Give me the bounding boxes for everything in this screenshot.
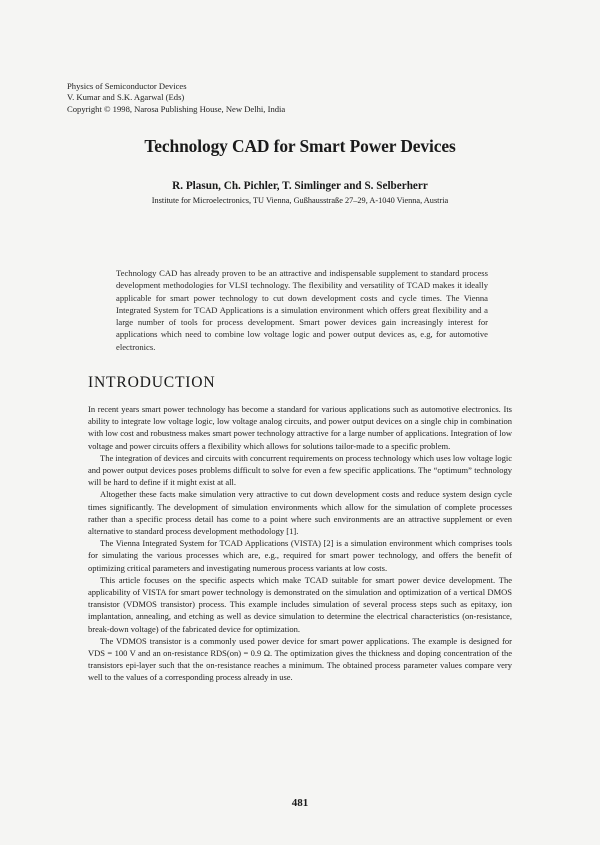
editors: V. Kumar and S.K. Agarwal (Eds) <box>67 92 185 103</box>
author-list: R. Plasun, Ch. Pichler, T. Simlinger and S. Selberherr <box>172 180 428 192</box>
body-text <box>88 403 512 684</box>
publication-info <box>67 81 487 115</box>
section-heading: INTRODUCTION <box>88 374 216 391</box>
abstract: Technology CAD has already proven to be an attractive and indispensable supplement to standard process development methodologies for VLSI technology. The flexibility and versatility of TCAD makes it ideally applicable for smart power technology to cut down development costs and cycle times. The Vienna Integrated System for TCAD Applications is a simulation environment which offers great flexibility and a large number of tools for process development. Smart power devices gain increasingly interest for applications which need to combine low voltage logic and power output devices as, e.g, for automotive electronics. <box>116 268 488 352</box>
page-number: 481 <box>291 797 309 809</box>
paragraph: The integration of devices and circuits with concurrent requirements on process technology which uses low voltage logic and power output devices poses problems difficult to solve for even a few specific applications. The “optimum” technology will be hard to define if it might exist at all. <box>88 452 512 488</box>
paragraph: In recent years smart power technology has become a standard for various applications such as automotive electronics. Its ability to integrate low voltage logic, low voltage analog circuits, and power output devices on a single chip in combination with low cost and robustness makes smart power technology attractive for a large number of applications. Integration of low voltage and power circuits offers a flexibility which allows for solutions tailor-made to a specific problem. <box>88 404 512 451</box>
paragraph: Altogether these facts make simulation very attractive to cut down development costs and reduce system design cycle times significantly. The development of simulation environments which allow for the simulation of complete processes rather than a specific process detail has come to a point where such environments are an attractive supplement or even alternative to standard process development methodology [1]. <box>88 489 512 537</box>
series-name: Physics of Semiconductor Devices <box>67 81 187 91</box>
paragraph: The Vienna Integrated System for TCAD Applications (VISTA) [2] is a simulation environment which comprises tools for simulating the various processes which are, e.g., required for smart power technology, and offers the benefit of optimizing critical parameters and investigating numerous process variants at low costs. <box>88 538 512 573</box>
paragraph: The VDMOS transistor is a commonly used power device for smart power applications. The example is designed for VDS = 100 V and an on-resistance RDS(on) = 0.9 Ω. The optimization gives the thickness and doping concentration of the transistors epi-layer such that the on-resistance reaches a minimum. The obtained process parameter values compare very well to the values of a corresponding process already in use. <box>88 635 512 683</box>
paper-title: Technology CAD for Smart Power Devices <box>144 136 456 156</box>
affiliation: Institute for Microelectronics, TU Vienna, Gußhausstraße 27–29, A-1040 Vienna, Austria <box>151 196 449 205</box>
paragraph: This article focuses on the specific aspects which make TCAD suitable for smart power device development. The applicability of VISTA for smart power technology is demonstrated on the simulation and optimization of a vertical DMOS transistor (VDMOS transistor) process. This example includes simulation of several process steps such as epitaxy, ion implantation, annealing, and etching as well as device simulation to determine the electrical characteristics (on-resistance, break-down voltage) of the fabricated device for optimization. <box>88 574 512 634</box>
copyright-line: Copyright © 1998, Narosa Publishing House, New Delhi, India <box>67 103 286 114</box>
